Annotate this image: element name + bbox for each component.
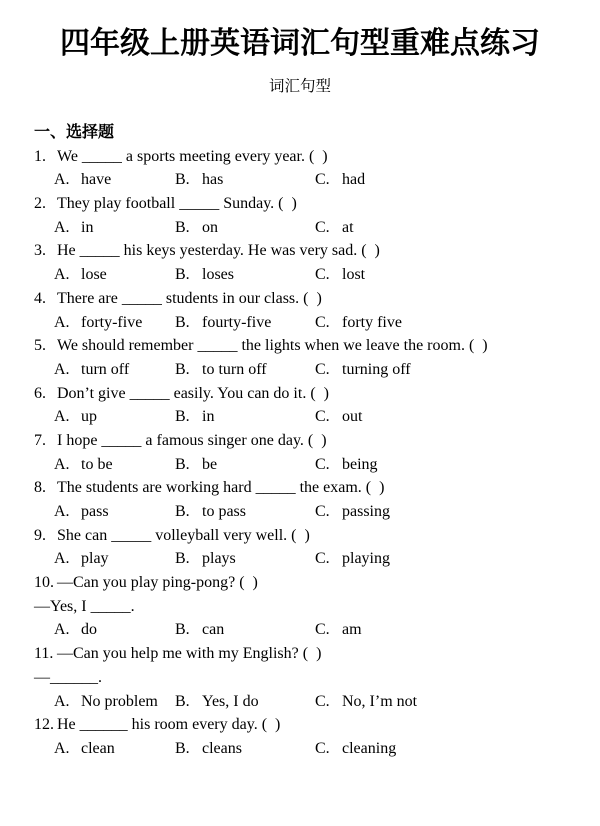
option-label: C. (315, 550, 330, 568)
option-text: turning off (342, 360, 411, 378)
option-text: do (81, 621, 97, 639)
option-text: clean (81, 739, 115, 757)
option-text: forty five (342, 313, 402, 331)
question-text: —Can you help me with my English? ( ) (57, 645, 322, 663)
option-cell (315, 216, 600, 240)
question-text: —Can you play ping-pong? ( ) (57, 574, 258, 592)
page-title: 四年级上册英语词汇句型重难点练习 (60, 27, 540, 60)
option-cell (315, 547, 600, 571)
question-line (0, 334, 600, 358)
option-label: C. (315, 266, 330, 284)
option-text: Yes, I do (202, 692, 259, 710)
option-text: in (202, 408, 215, 426)
option-text: had (342, 171, 366, 189)
option-cell (315, 690, 600, 714)
option-label: C. (315, 171, 330, 189)
question-line (0, 713, 600, 737)
options-row (0, 737, 600, 761)
question-line (0, 287, 600, 311)
question-line (0, 476, 600, 500)
option-cell (175, 311, 315, 335)
option-label: A. (54, 408, 70, 426)
option-text: at (342, 218, 354, 236)
question-number: 3. (34, 242, 46, 260)
option-label: A. (54, 621, 70, 639)
option-cell (315, 263, 600, 287)
option-cell (54, 405, 175, 429)
option-label: A. (54, 313, 70, 331)
option-label: B. (175, 739, 190, 757)
option-label: C. (315, 408, 330, 426)
question-text: He _____ his keys yesterday. He was very sad. ( ) (57, 242, 380, 260)
question-line (0, 642, 600, 666)
option-cell (315, 737, 600, 761)
question-continuation-line: —______. (34, 668, 102, 686)
option-text: loses (202, 266, 234, 284)
option-cell (54, 453, 175, 477)
option-cell (54, 690, 175, 714)
option-cell (54, 547, 175, 571)
question-number: 9. (34, 526, 46, 544)
option-cell (54, 311, 175, 335)
option-cell (175, 453, 315, 477)
option-text: No problem (81, 692, 158, 710)
option-label: A. (54, 218, 70, 236)
option-label: B. (175, 313, 190, 331)
option-label: B. (175, 503, 190, 521)
section-heading: 一、选择题 (34, 124, 115, 141)
option-label: A. (54, 171, 70, 189)
option-label: C. (315, 692, 330, 710)
option-text: has (202, 171, 224, 189)
option-label: A. (54, 550, 70, 568)
options-row (0, 263, 600, 287)
option-text: to turn off (202, 360, 267, 378)
option-text: be (202, 455, 218, 473)
option-text: to be (81, 455, 113, 473)
option-label: A. (54, 739, 70, 757)
option-cell (315, 500, 600, 524)
option-text: playing (342, 550, 390, 568)
option-label: C. (315, 503, 330, 521)
option-label: C. (315, 218, 330, 236)
option-text: play (81, 550, 109, 568)
option-label: B. (175, 692, 190, 710)
question-text: We should remember _____ the lights when we leave the room. ( ) (57, 337, 488, 355)
option-text: cleaning (342, 739, 397, 757)
question-text: We _____ a sports meeting every year. ( ) (57, 147, 328, 165)
question-text: I hope _____ a famous singer one day. ( ) (57, 431, 327, 449)
question-text: The students are working hard _____ the exam. ( ) (57, 479, 385, 497)
question-line (0, 524, 600, 548)
question-list (0, 145, 600, 761)
option-label: B. (175, 455, 190, 473)
question-line (0, 382, 600, 406)
option-label: A. (54, 360, 70, 378)
question-text: He ______ his room every day. ( ) (57, 716, 281, 734)
question-line (0, 192, 600, 216)
options-row (0, 358, 600, 382)
option-label: C. (315, 360, 330, 378)
option-label: B. (175, 408, 190, 426)
option-label: C. (315, 313, 330, 331)
option-cell (175, 263, 315, 287)
question-text: Don’t give _____ easily. You can do it. ( ) (57, 384, 329, 402)
option-text: up (81, 408, 97, 426)
option-cell (175, 737, 315, 761)
option-text: cleans (202, 739, 242, 757)
question-number: 11. (34, 645, 54, 663)
option-cell (175, 405, 315, 429)
question-number: 7. (34, 431, 46, 449)
option-cell (315, 311, 600, 335)
option-text: in (81, 218, 94, 236)
question-number: 6. (34, 384, 46, 402)
option-label: C. (315, 621, 330, 639)
question-number: 5. (34, 337, 46, 355)
option-cell (315, 358, 600, 382)
option-label: A. (54, 455, 70, 473)
option-text: lost (342, 266, 366, 284)
option-text: turn off (81, 360, 130, 378)
option-text: passing (342, 503, 390, 521)
option-cell (315, 405, 600, 429)
options-row (0, 500, 600, 524)
options-row (0, 547, 600, 571)
options-row (0, 311, 600, 335)
question-number: 4. (34, 289, 46, 307)
question-text: They play football _____ Sunday. ( ) (57, 195, 297, 213)
option-label: B. (175, 171, 190, 189)
option-text: on (202, 218, 218, 236)
options-row (0, 405, 600, 429)
option-cell (54, 263, 175, 287)
option-cell (175, 216, 315, 240)
options-row (0, 690, 600, 714)
option-text: plays (202, 550, 236, 568)
option-cell (54, 358, 175, 382)
option-text: pass (81, 503, 109, 521)
question-line (0, 239, 600, 263)
option-text: fourty-five (202, 313, 272, 331)
question-number: 1. (34, 147, 46, 165)
option-cell (175, 168, 315, 192)
options-row (0, 618, 600, 642)
option-label: C. (315, 739, 330, 757)
question-number: 10. (34, 574, 54, 592)
option-cell (175, 618, 315, 642)
question-number: 12. (34, 716, 54, 734)
option-cell (54, 216, 175, 240)
option-label: B. (175, 266, 190, 284)
page-subtitle: 词汇句型 (268, 78, 331, 95)
worksheet-page (0, 26, 600, 826)
option-cell (175, 547, 315, 571)
option-text: am (342, 621, 362, 639)
options-row (0, 216, 600, 240)
option-cell (175, 358, 315, 382)
option-label: A. (54, 503, 70, 521)
option-cell (315, 618, 600, 642)
option-label: B. (175, 218, 190, 236)
question-line (0, 571, 600, 595)
question-line (0, 145, 600, 169)
question-number: 8. (34, 479, 46, 497)
question-text: There are _____ students in our class. ( ) (57, 289, 322, 307)
option-text: being (342, 455, 378, 473)
question-text: She can _____ volleyball very well. ( ) (57, 526, 310, 544)
question-continuation-line: —Yes, I _____. (34, 597, 135, 615)
options-row (0, 168, 600, 192)
option-text: No, I’m not (342, 692, 418, 710)
question-number: 2. (34, 195, 46, 213)
option-label: A. (54, 266, 70, 284)
option-text: out (342, 408, 363, 426)
question-line (0, 429, 600, 453)
option-text: have (81, 171, 112, 189)
option-text: to pass (202, 503, 246, 521)
option-label: B. (175, 621, 190, 639)
option-label: B. (175, 360, 190, 378)
option-label: B. (175, 550, 190, 568)
options-row (0, 453, 600, 477)
option-cell (175, 690, 315, 714)
option-cell (315, 168, 600, 192)
option-text: lose (81, 266, 107, 284)
option-text: forty-five (81, 313, 143, 331)
option-cell (175, 500, 315, 524)
option-cell (54, 500, 175, 524)
option-label: A. (54, 692, 70, 710)
option-cell (54, 618, 175, 642)
option-label: C. (315, 455, 330, 473)
option-cell (315, 453, 600, 477)
option-cell (54, 737, 175, 761)
option-text: can (202, 621, 225, 639)
option-cell (54, 168, 175, 192)
